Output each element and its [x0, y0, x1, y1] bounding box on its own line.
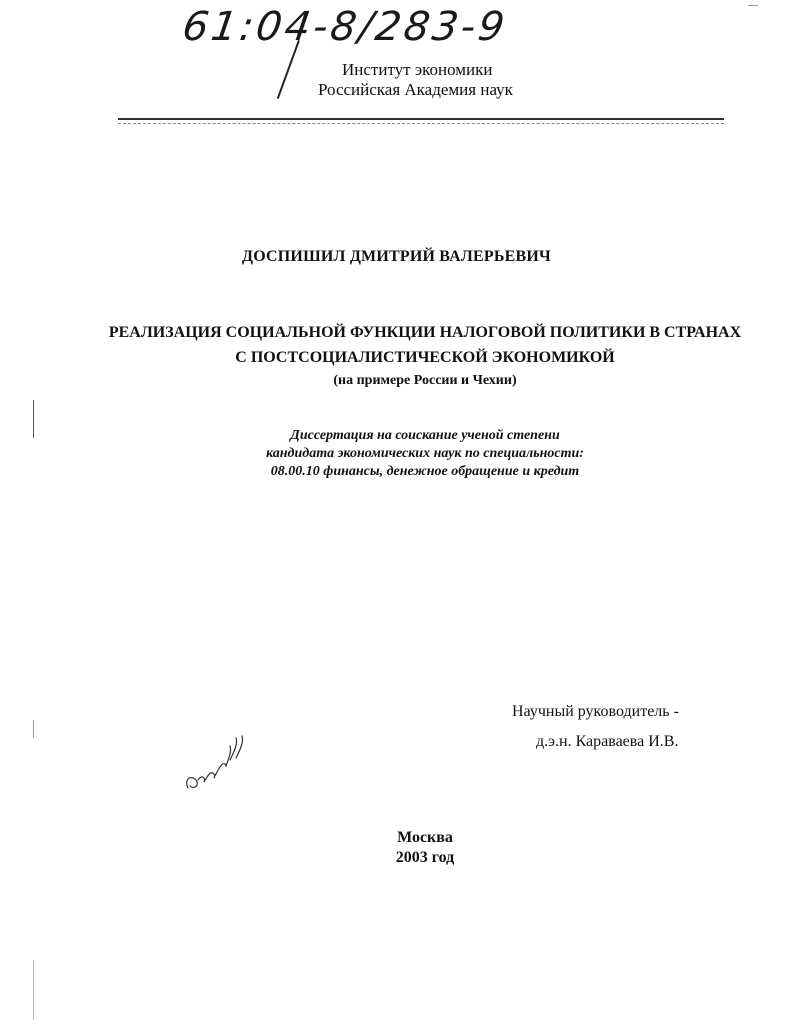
archive-code: 61:04-8/283-9: [179, 4, 511, 50]
year: 2003 год: [395, 849, 455, 866]
dissertation-line-3: 08.00.10 финансы, денежное обращение и кредит: [270, 464, 580, 479]
city: Москва: [397, 829, 453, 846]
institute-name: Институт экономики: [342, 60, 493, 79]
academy-name: Российская Академия наук: [318, 80, 513, 99]
header-rule-secondary: [118, 123, 724, 124]
supervisor-block: [512, 697, 679, 757]
title-line-1: РЕАЛИЗАЦИЯ СОЦИАЛЬНОЙ ФУНКЦИИ НАЛОГОВОЙ ПОЛИТИКИ В СТРАНАХ: [108, 324, 742, 341]
dissertation-line-2: кандидата экономических наук по специальности:: [266, 446, 584, 461]
margin-mark: [33, 720, 34, 738]
corner-mark: [748, 5, 758, 6]
margin-mark: [33, 960, 34, 1020]
handwritten-signature: [180, 730, 250, 800]
author-name: ДОСПИШИЛ ДМИТРИЙ ВАЛЕРЬЕВИЧ: [241, 248, 552, 265]
supervisor-label: Научный руководитель -: [512, 703, 679, 720]
dissertation-statement: [0, 427, 793, 481]
supervisor-name: д.э.н. Караваева И.В.: [536, 733, 679, 750]
thesis-subtitle: (на примере России и Чехии): [333, 373, 517, 388]
thesis-title: [0, 320, 793, 370]
title-line-2: С ПОСТСОЦИАЛИСТИЧЕСКОЙ ЭКОНОМИКОЙ: [235, 349, 615, 366]
header-rule: [118, 118, 724, 120]
margin-mark: [33, 400, 34, 438]
dissertation-line-1: Диссертация на соискание ученой степени: [290, 428, 560, 443]
institute-block: [318, 60, 513, 100]
city-year-block: [0, 828, 793, 868]
